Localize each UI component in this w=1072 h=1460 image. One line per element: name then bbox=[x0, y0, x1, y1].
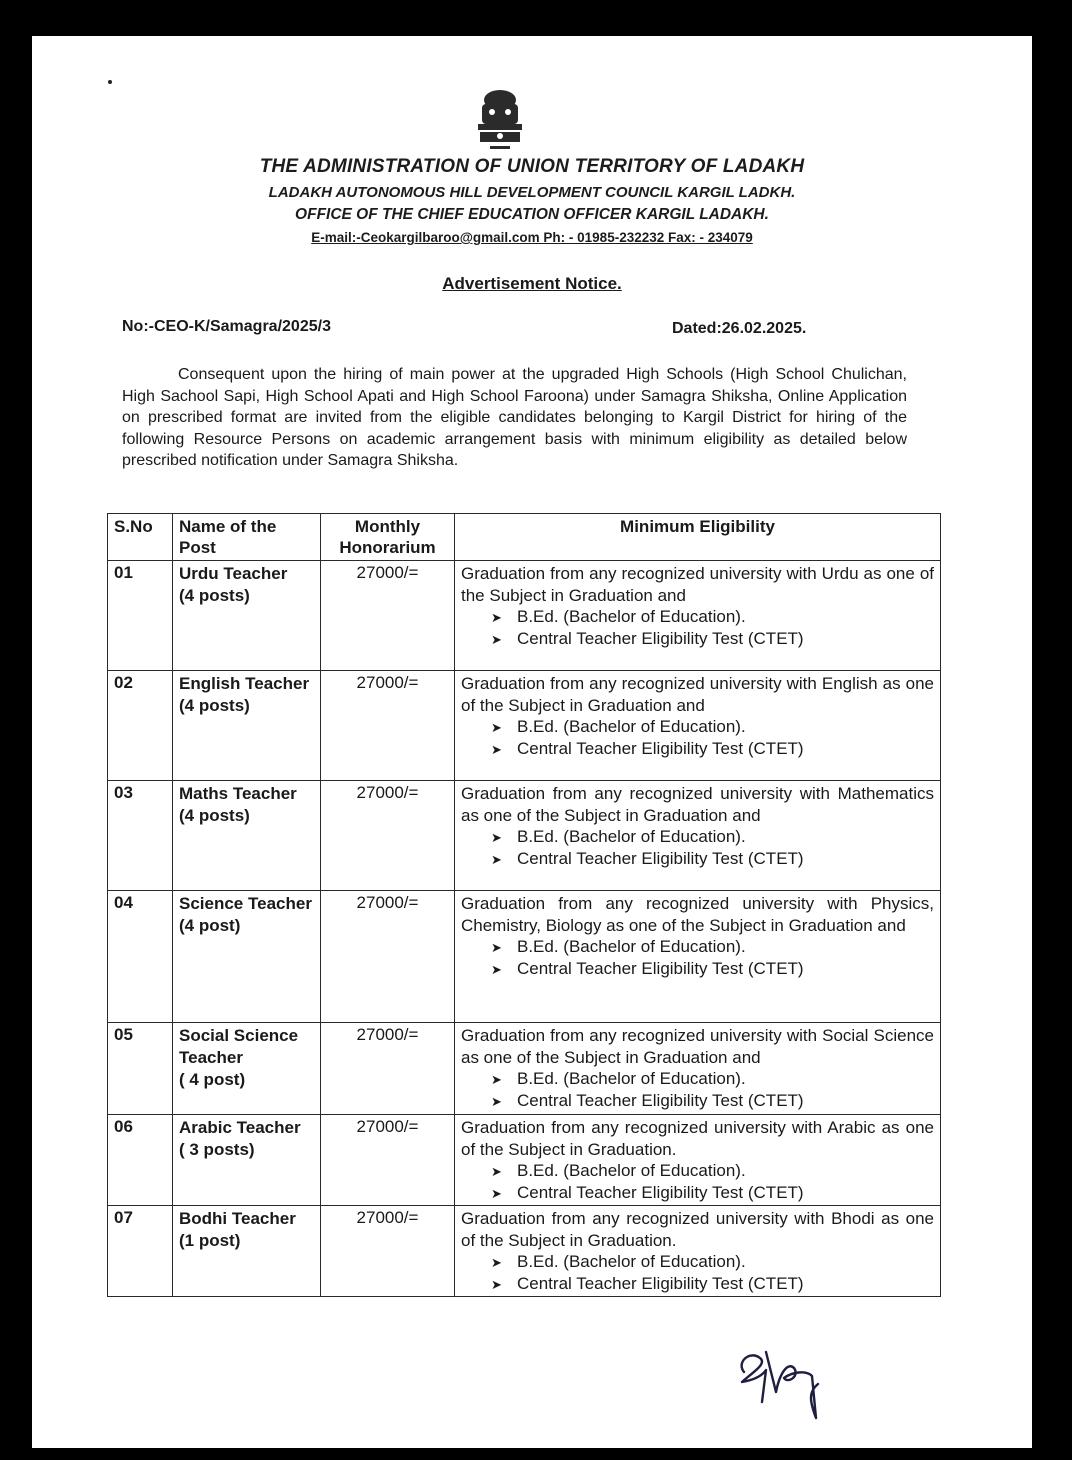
table-header-row bbox=[108, 514, 941, 561]
row-eligibility bbox=[455, 1023, 941, 1115]
header-office: OFFICE OF THE CHIEF EDUCATION OFFICER KARGIL LADAKH. bbox=[295, 206, 769, 223]
qualification-item: ➤ Central Teacher Eligibility Test (CTET) bbox=[491, 628, 934, 650]
row-post bbox=[173, 781, 321, 891]
row-post bbox=[173, 561, 321, 671]
header-post: Name of the Post bbox=[173, 514, 321, 561]
table-row bbox=[108, 671, 941, 781]
qualification-item: ➤ B.Ed. (Bachelor of Education). bbox=[491, 826, 934, 848]
eligibility-text: Graduation from any recognized university with Mathematics as one of the Subject in Graduation and bbox=[461, 784, 934, 825]
row-honorarium: 27000/= bbox=[321, 1023, 455, 1115]
qualification-item: ➤ B.Ed. (Bachelor of Education). bbox=[491, 1068, 934, 1090]
qualification-item: ➤ Central Teacher Eligibility Test (CTET) bbox=[491, 738, 934, 760]
row-eligibility bbox=[455, 891, 941, 1023]
post-count: (4 posts) bbox=[179, 586, 250, 605]
table-row bbox=[108, 781, 941, 891]
row-post bbox=[173, 891, 321, 1023]
qualification-item: ➤ B.Ed. (Bachelor of Education). bbox=[491, 1160, 934, 1182]
header-administration: THE ADMINISTRATION OF UNION TERRITORY OF LADAKH bbox=[259, 156, 805, 177]
eligibility-text: Graduation from any recognized university with Arabic as one of the Subject in Graduation. bbox=[461, 1118, 934, 1159]
row-honorarium: 27000/= bbox=[321, 1206, 455, 1297]
header-council: LADAKH AUTONOMOUS HILL DEVELOPMENT COUNCIL KARGIL LADKH. bbox=[268, 184, 796, 201]
row-honorarium: 27000/= bbox=[321, 891, 455, 1023]
table-row bbox=[108, 891, 941, 1023]
post-name: English Teacher bbox=[179, 674, 310, 693]
row-post bbox=[173, 671, 321, 781]
stray-mark bbox=[108, 80, 112, 84]
notice-date: Dated:26.02.2025. bbox=[672, 320, 807, 337]
notice-paragraph: Consequent upon the hiring of main power at the upgraded High Schools (High School Chulichan, High Sachool Sapi, High School Apati and High School Faroona) under Samagra Shiksha, Online Application on prescribed format are invited from the eligible candidates belonging to Kargil District for hiring of the following Resource Persons on academic arrangement basis with minimum eligibility as detailed below prescribed notification under Samagra Shiksha. bbox=[122, 366, 907, 469]
post-name: Science Teacher bbox=[179, 894, 312, 913]
eligibility-text: Graduation from any recognized university with Bhodi as one of the Subject in Graduation. bbox=[461, 1209, 934, 1250]
post-name: Social Science Teacher bbox=[179, 1026, 299, 1067]
row-honorarium: 27000/= bbox=[321, 671, 455, 781]
qualification-item: ➤ B.Ed. (Bachelor of Education). bbox=[491, 716, 934, 738]
qualification-item: ➤ B.Ed. (Bachelor of Education). bbox=[491, 606, 934, 628]
row-sno: 01 bbox=[108, 561, 173, 671]
row-honorarium: 27000/= bbox=[321, 1115, 455, 1206]
table-row bbox=[108, 1115, 941, 1206]
document-page bbox=[32, 36, 1032, 1448]
post-count: (1 post) bbox=[179, 1231, 241, 1250]
header-contact: E-mail:-Ceokargilbaroo@gmail.com Ph: - 01985-232232 Fax: - 234079 bbox=[311, 230, 753, 245]
post-name: Bodhi Teacher bbox=[179, 1209, 296, 1228]
posts-table bbox=[107, 513, 941, 1297]
eligibility-text: Graduation from any recognized university with Physics, Chemistry, Biology as one of the Subject in Graduation and bbox=[461, 894, 934, 935]
qualification-item: ➤ Central Teacher Eligibility Test (CTET) bbox=[491, 1273, 934, 1295]
row-honorarium: 27000/= bbox=[321, 781, 455, 891]
post-count: (4 posts) bbox=[179, 806, 250, 825]
reference-number: No:-CEO-K/Samagra/2025/3 bbox=[122, 318, 331, 335]
row-sno: 07 bbox=[108, 1206, 173, 1297]
eligibility-text: Graduation from any recognized university with English as one of the Subject in Graduation and bbox=[461, 674, 934, 715]
qualification-item: ➤ Central Teacher Eligibility Test (CTET) bbox=[491, 958, 934, 980]
row-eligibility bbox=[455, 1115, 941, 1206]
row-sno: 04 bbox=[108, 891, 173, 1023]
table-row bbox=[108, 561, 941, 671]
table-row bbox=[108, 1206, 941, 1297]
row-post bbox=[173, 1206, 321, 1297]
header-sno: S.No bbox=[108, 514, 173, 561]
post-name: Urdu Teacher bbox=[179, 564, 288, 583]
post-count: ( 4 post) bbox=[179, 1070, 246, 1089]
national-emblem-icon bbox=[468, 86, 532, 156]
row-sno: 05 bbox=[108, 1023, 173, 1115]
row-eligibility bbox=[455, 781, 941, 891]
row-sno: 02 bbox=[108, 671, 173, 781]
post-name: Maths Teacher bbox=[179, 784, 297, 803]
eligibility-text: Graduation from any recognized university with Urdu as one of the Subject in Graduation and bbox=[461, 564, 934, 605]
row-eligibility bbox=[455, 1206, 941, 1297]
eligibility-text: Graduation from any recognized university with Social Science as one of the Subject in Graduation and bbox=[461, 1026, 934, 1067]
row-eligibility bbox=[455, 561, 941, 671]
header-honorarium: Monthly Honorarium bbox=[321, 514, 455, 561]
qualification-item: ➤ Central Teacher Eligibility Test (CTET) bbox=[491, 1090, 934, 1112]
post-count: (4 post) bbox=[179, 916, 241, 935]
row-post bbox=[173, 1023, 321, 1115]
row-sno: 06 bbox=[108, 1115, 173, 1206]
qualification-item: ➤ B.Ed. (Bachelor of Education). bbox=[491, 936, 934, 958]
table-row bbox=[108, 1023, 941, 1115]
qualification-item: ➤ B.Ed. (Bachelor of Education). bbox=[491, 1251, 934, 1273]
post-name: Arabic Teacher bbox=[179, 1118, 301, 1137]
header-eligibility: Minimum Eligibility bbox=[455, 514, 941, 561]
qualification-item: ➤ Central Teacher Eligibility Test (CTET) bbox=[491, 1182, 934, 1204]
handwritten-signature bbox=[732, 1332, 832, 1422]
notice-title: Advertisement Notice. bbox=[442, 274, 622, 293]
row-sno: 03 bbox=[108, 781, 173, 891]
row-honorarium: 27000/= bbox=[321, 561, 455, 671]
row-post bbox=[173, 1115, 321, 1206]
post-count: ( 3 posts) bbox=[179, 1140, 255, 1159]
qualification-item: ➤ Central Teacher Eligibility Test (CTET) bbox=[491, 848, 934, 870]
post-count: (4 posts) bbox=[179, 696, 250, 715]
row-eligibility bbox=[455, 671, 941, 781]
